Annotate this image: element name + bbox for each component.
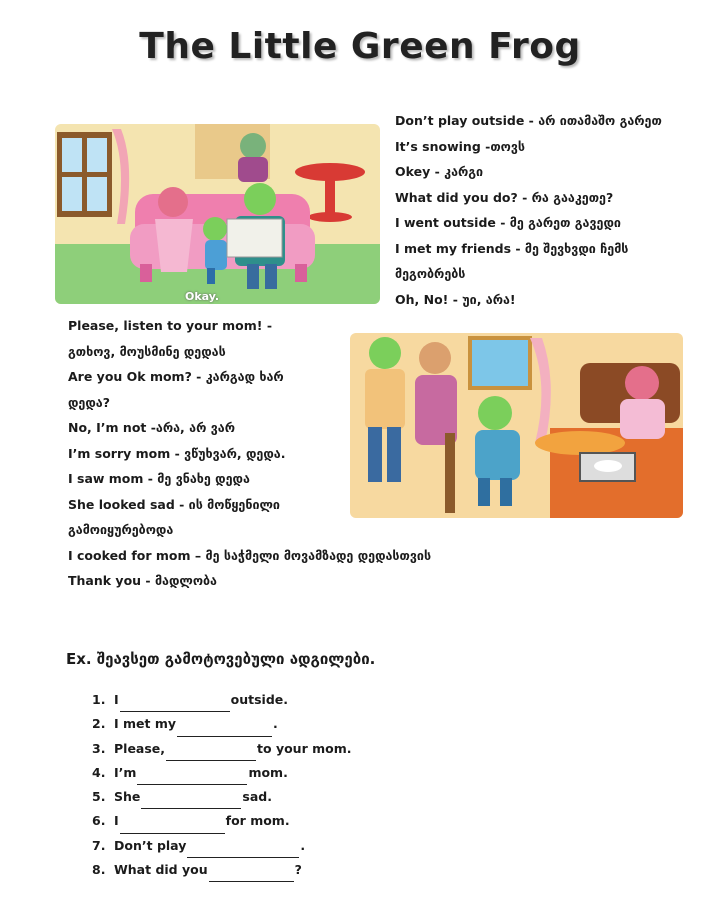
vocab-line: She looked sad - ის მოწყენილი [68, 496, 280, 512]
exercise-text-after: for mom. [225, 813, 290, 829]
vocab-line: Are you Ok mom? - კარგად ხარ [68, 369, 284, 384]
vocabulary-list-right [395, 108, 662, 312]
exercise-text-before: I [114, 813, 119, 829]
vocab-line: I’m sorry mom - ვწუხვარ, დედა. [68, 445, 286, 461]
answer-blank[interactable] [209, 868, 294, 882]
image-caption: Okay. [185, 290, 220, 303]
exercise-title: Ex. შეავსეთ გამოტოვებული ადგილები. [66, 650, 376, 668]
vocab-line: Please, listen to your mom! - [68, 318, 273, 333]
exercise-text-after: outside. [230, 692, 289, 707]
exercise-number: 3. [92, 740, 106, 756]
vocab-line: Okey - კარგი [395, 164, 484, 179]
vocab-line: Oh, No! - უი, არა! [395, 291, 516, 307]
exercise-text-before: Don’t play [114, 837, 187, 853]
exercise-text-before: I [114, 692, 119, 707]
exercise-number: 6. [92, 813, 106, 829]
answer-blank[interactable] [187, 844, 299, 858]
exercise-text-before: What did you [114, 862, 208, 878]
exercise-text-after: . [273, 716, 278, 732]
exercise-text-before: I’m [114, 764, 137, 780]
vocab-line: I met my friends - მე შევხვდი ჩემს [395, 240, 629, 256]
exercise-item [92, 712, 351, 736]
vocab-line: I cooked for mom – მე საჭმელი მოვამზადე დედასთვის [68, 547, 432, 563]
vocab-line: It’s snowing -თოვს [395, 138, 525, 154]
vocab-line: გთხოვ, მოუსმინე დედას [68, 343, 226, 359]
exercise-text-before: Please, [114, 740, 166, 756]
exercise-item [92, 834, 351, 858]
exercise-text-after: to your mom. [257, 740, 352, 756]
vocab-line: I saw mom - მე ვნახე დედა [68, 471, 250, 486]
exercise-text-after: sad. [242, 789, 272, 805]
answer-blank[interactable] [120, 820, 225, 834]
exercise-text-before: She [114, 789, 141, 805]
page-title: The Little Green Frog [139, 26, 581, 67]
exercise-text-after: . [300, 837, 306, 853]
vocab-line: No, I’m not -არა, არ ვარ [68, 420, 235, 435]
answer-blank[interactable] [120, 698, 230, 712]
vocab-line: Thank you - მადლობა [68, 573, 217, 588]
exercise-text-before: I met my [114, 716, 177, 732]
exercise-item [92, 688, 351, 712]
answer-blank[interactable] [177, 723, 272, 737]
illustration-living-room [55, 124, 380, 304]
vocab-line: მეგობრებს [395, 266, 466, 281]
exercise-number: 8. [92, 862, 106, 878]
vocab-line: გამოიყურებოდა [68, 522, 174, 537]
answer-blank[interactable] [141, 795, 241, 809]
exercise-number: 7. [92, 837, 106, 853]
exercise-text-after: mom. [248, 764, 288, 780]
exercise-number: 2. [92, 716, 106, 732]
vocab-line: What did you do? - რა გააკეთე? [395, 189, 614, 205]
illustration-bedroom [350, 333, 683, 518]
vocab-line: დედა? [68, 394, 110, 410]
exercise-number: 5. [92, 789, 106, 805]
exercise-item [92, 761, 351, 785]
exercise-item [92, 809, 351, 833]
exercise-number: 1. [92, 692, 106, 707]
exercise-list [92, 688, 351, 882]
exercise-item [92, 737, 351, 761]
answer-blank[interactable] [166, 747, 256, 761]
answer-blank[interactable] [137, 771, 247, 785]
exercise-text-after: ? [294, 862, 302, 878]
vocab-line: Don’t play outside - არ ითამაშო გარეთ [395, 113, 662, 128]
exercise-item [92, 785, 351, 809]
exercise-number: 4. [92, 764, 106, 780]
exercise-item [92, 858, 351, 882]
vocab-line: I went outside - მე გარეთ გავედი [395, 215, 621, 230]
